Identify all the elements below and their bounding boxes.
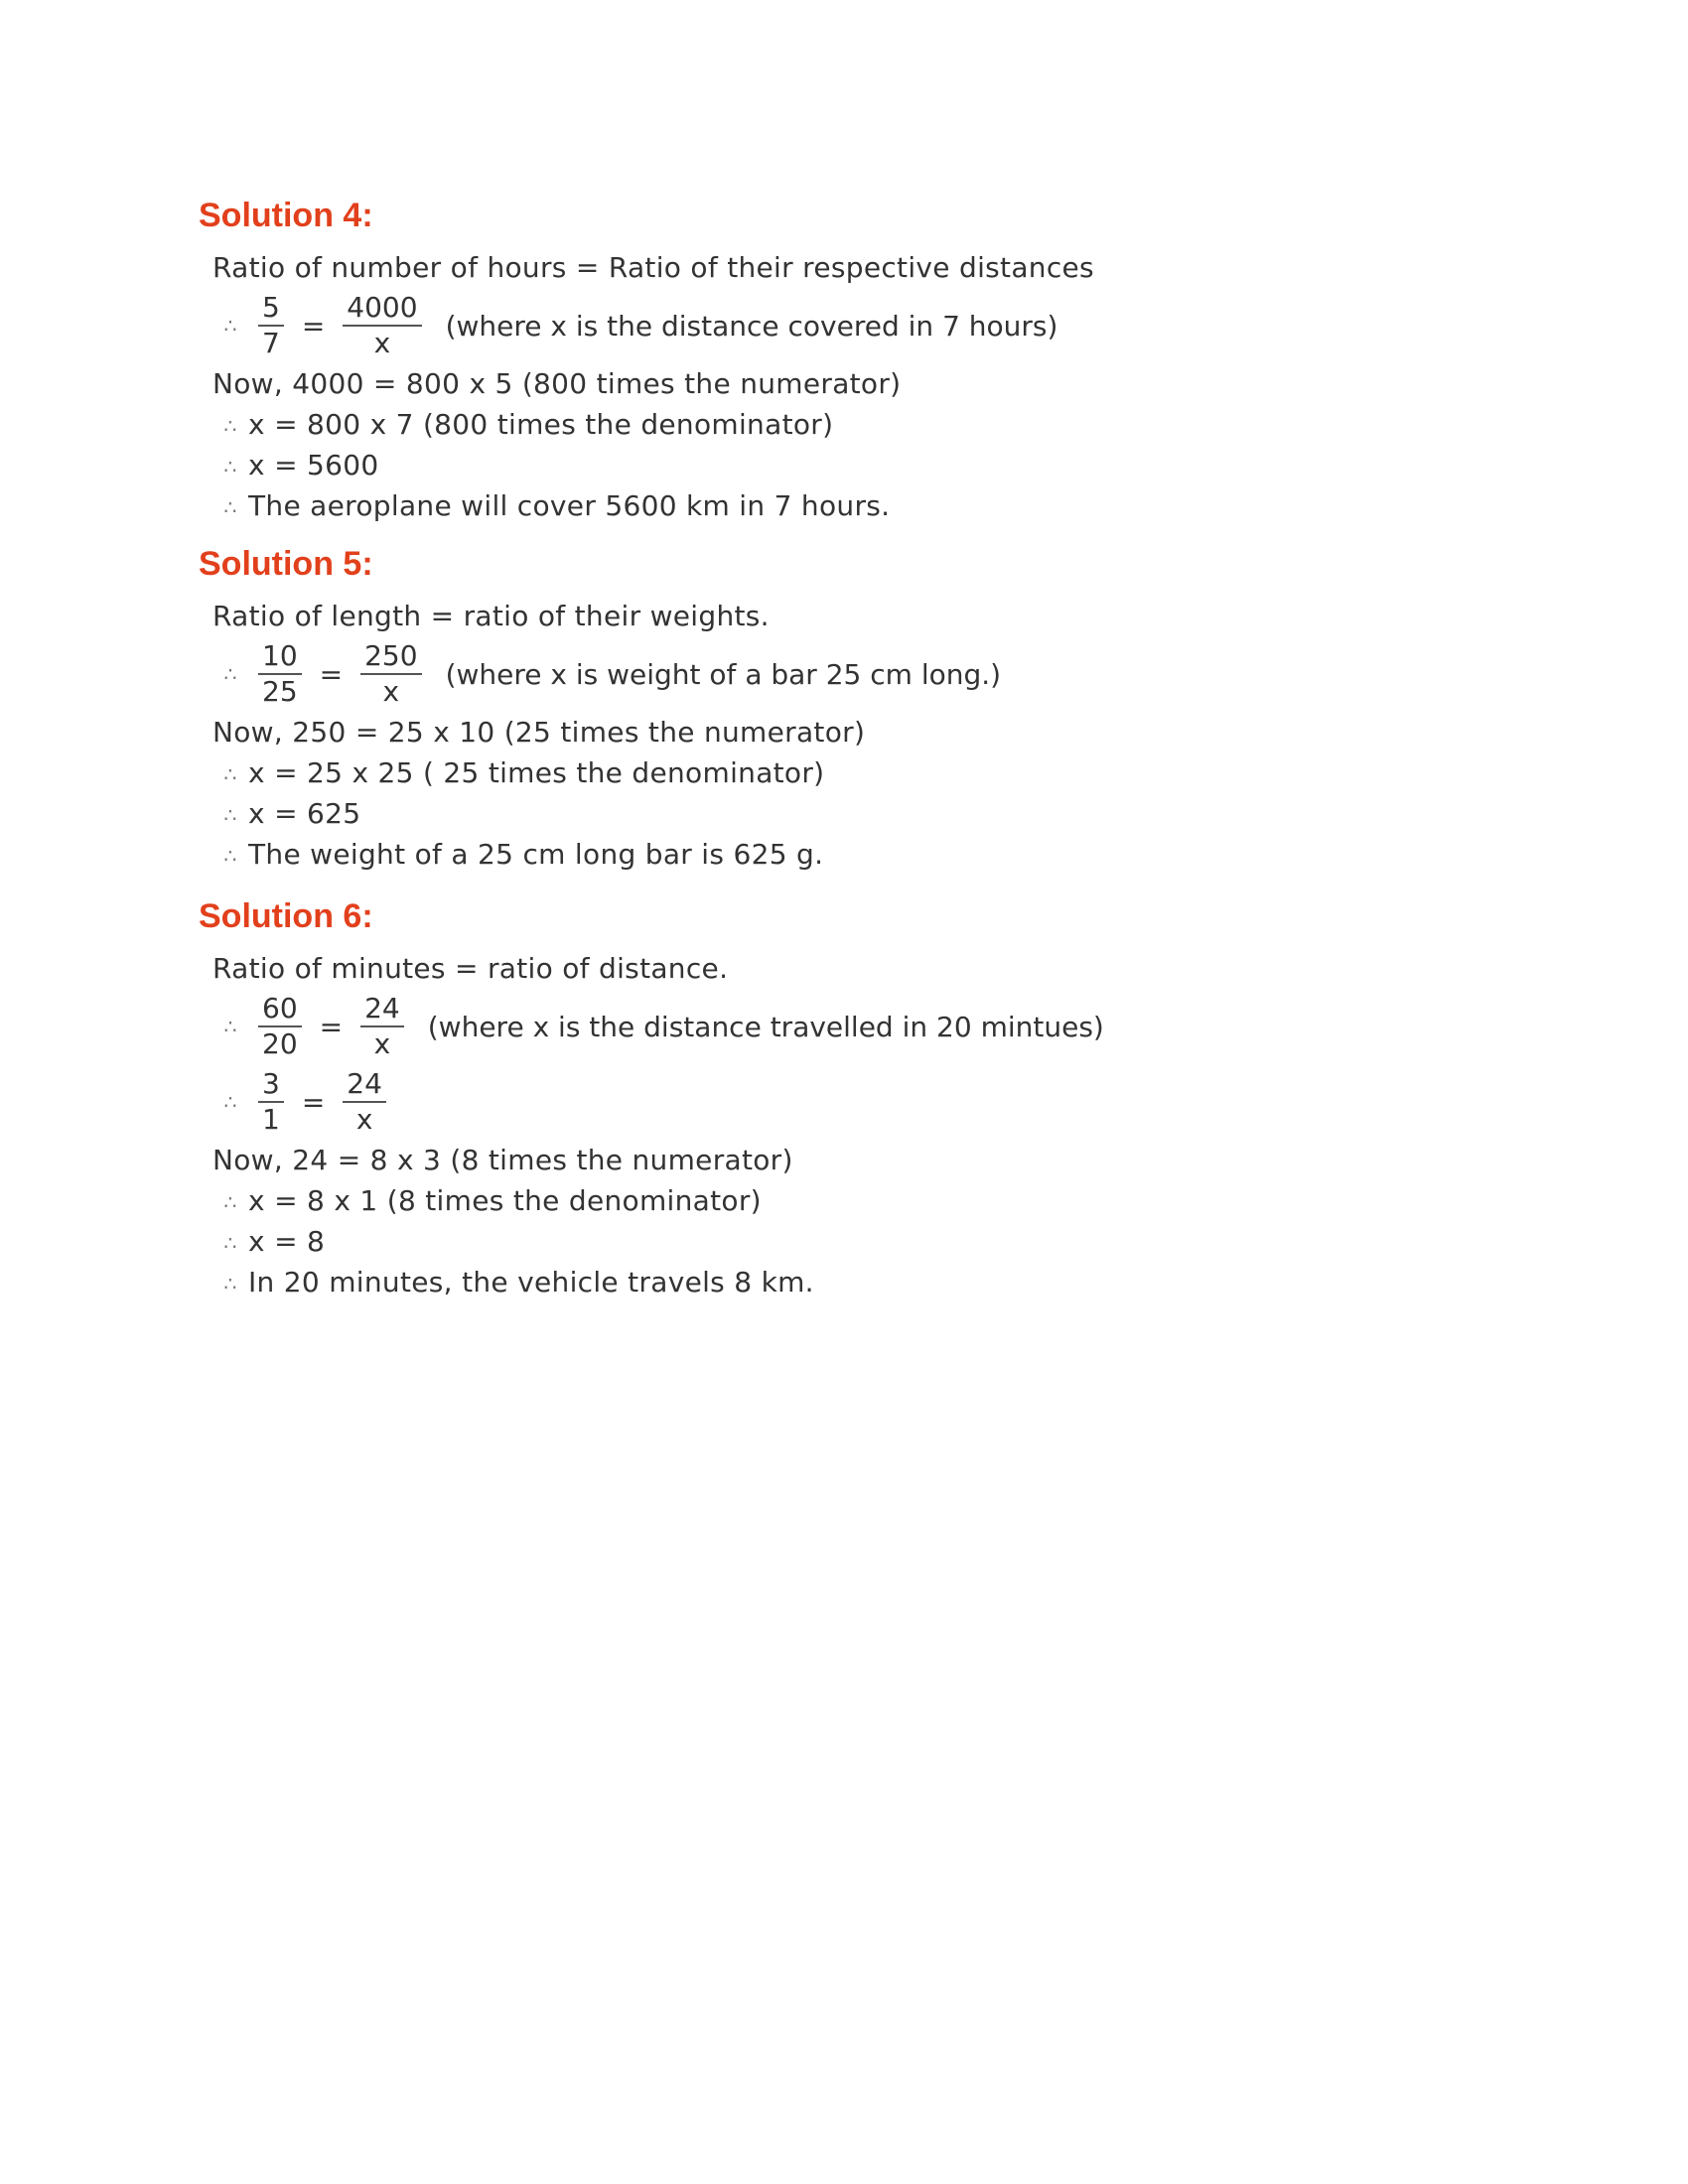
fraction-right <box>343 291 421 360</box>
step-text: x = 25 x 25 ( 25 times the denominator) <box>248 756 825 789</box>
fraction-left <box>258 992 302 1061</box>
equals-sign: = <box>319 657 344 691</box>
denominator: 20 <box>262 1027 298 1060</box>
denominator: 1 <box>262 1103 280 1136</box>
therefore-symbol: ∴ <box>223 802 237 827</box>
step-line <box>199 445 1489 485</box>
equals-sign: = <box>301 309 326 342</box>
denominator: 25 <box>262 675 298 708</box>
intro-line: Ratio of minutes = ratio of distance. <box>212 952 729 985</box>
numerator: 10 <box>258 639 302 675</box>
conclusion-text: In 20 minutes, the vehicle travels 8 km. <box>248 1266 814 1298</box>
therefore-symbol: ∴ <box>223 761 237 786</box>
therefore-symbol: ∴ <box>223 843 237 868</box>
fraction-right <box>360 639 421 709</box>
therefore-symbol: ∴ <box>223 662 237 686</box>
numerator: 24 <box>343 1067 386 1103</box>
equation-note: (where x is weight of a bar 25 cm long.) <box>445 657 1002 691</box>
therefore-symbol: ∴ <box>223 314 237 338</box>
therefore-symbol: ∴ <box>223 1189 237 1214</box>
step-text: x = 8 x 1 (8 times the denominator) <box>248 1184 762 1217</box>
fraction-right <box>360 992 404 1061</box>
equation-note: (where x is the distance covered in 7 hours) <box>445 309 1058 342</box>
step-line: Now, 24 = 8 x 3 (8 times the numerator) <box>212 1144 793 1176</box>
step-line <box>199 834 1489 875</box>
ratio-equation <box>199 636 1489 712</box>
step-line <box>199 485 1489 526</box>
denominator: x <box>373 327 391 359</box>
solution-4 <box>199 196 1489 526</box>
denominator: x <box>382 675 400 708</box>
step-line <box>199 1221 1489 1262</box>
numerator: 3 <box>258 1067 284 1103</box>
ratio-equation <box>199 288 1489 363</box>
intro-line: Ratio of length = ratio of their weights. <box>212 600 770 632</box>
step-text: x = 5600 <box>248 449 379 481</box>
step-line: Now, 4000 = 800 x 5 (800 times the numerator) <box>212 367 902 400</box>
step-line <box>199 793 1489 834</box>
fraction-left <box>258 639 302 709</box>
equals-sign: = <box>301 1085 326 1119</box>
equation-note: (where x is the distance travelled in 20 mintues) <box>427 1010 1104 1043</box>
step-text: x = 8 <box>248 1225 326 1258</box>
denominator: x <box>373 1027 391 1060</box>
ratio-equation-simplified <box>199 1064 1489 1140</box>
step-line: Now, 250 = 25 x 10 (25 times the numerator) <box>212 716 866 749</box>
fraction-right <box>343 1067 386 1137</box>
therefore-symbol: ∴ <box>223 1271 237 1296</box>
numerator: 24 <box>360 992 404 1027</box>
denominator: x <box>355 1103 373 1136</box>
step-text: x = 625 <box>248 797 361 830</box>
fraction-left <box>258 291 284 360</box>
conclusion-text: The aeroplane will cover 5600 km in 7 hours. <box>248 489 891 522</box>
solution-title: Solution 5: <box>199 545 373 583</box>
therefore-symbol: ∴ <box>223 413 237 438</box>
numerator: 60 <box>258 992 302 1027</box>
solution-title: Solution 6: <box>199 897 373 935</box>
numerator: 4000 <box>343 291 421 327</box>
conclusion-text: The weight of a 25 cm long bar is 625 g. <box>248 838 824 871</box>
solution-6 <box>199 896 1489 1302</box>
solution-5 <box>199 544 1489 875</box>
step-text: x = 800 x 7 (800 times the denominator) <box>248 408 834 441</box>
equals-sign: = <box>319 1010 344 1043</box>
denominator: 7 <box>262 327 280 359</box>
intro-line: Ratio of number of hours = Ratio of their respective distances <box>212 251 1094 284</box>
therefore-symbol: ∴ <box>223 1230 237 1255</box>
therefore-symbol: ∴ <box>223 494 237 519</box>
solution-title: Solution 4: <box>199 197 373 234</box>
therefore-symbol: ∴ <box>223 1015 237 1038</box>
numerator: 250 <box>360 639 421 675</box>
step-line <box>199 1180 1489 1221</box>
step-line <box>199 752 1489 793</box>
step-line <box>199 404 1489 445</box>
fraction-left <box>258 1067 284 1137</box>
ratio-equation <box>199 989 1489 1064</box>
therefore-symbol: ∴ <box>223 454 237 478</box>
step-line <box>199 1262 1489 1302</box>
therefore-symbol: ∴ <box>223 1090 237 1114</box>
numerator: 5 <box>258 291 284 327</box>
